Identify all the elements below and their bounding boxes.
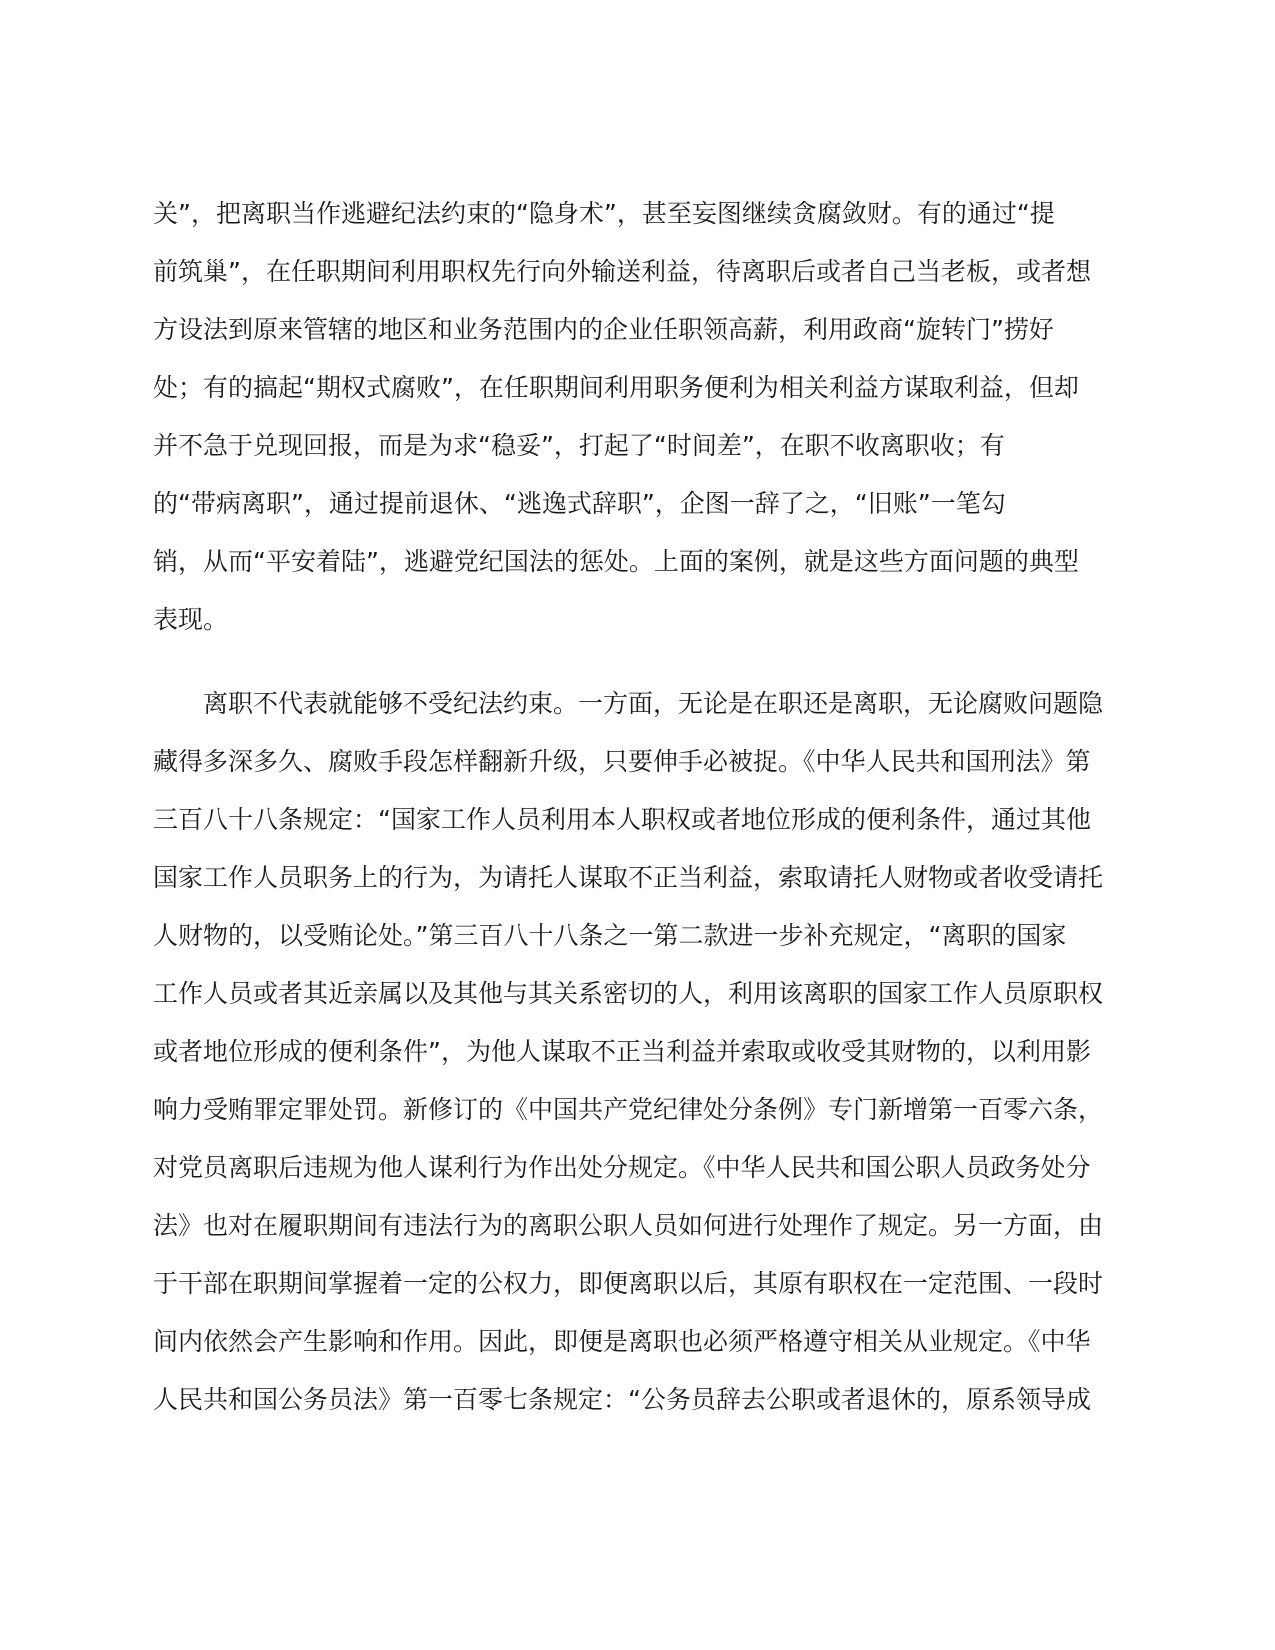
paragraph-2-line-3: 三百八十八条规定：“国家工作人员利用本人职权或者地位形成的便利条件，通过其他 — [153, 805, 1091, 834]
paragraph-2-line-6: 工作人员或者其近亲属以及其他与其关系密切的人，利用该离职的国家工作人员原职权 — [153, 979, 1104, 1008]
paragraph-2-line-7: 或者地位形成的便利条件”，为他人谋取不正当利益并索取或收受其财物的，以利用影 — [153, 1037, 1091, 1066]
paragraph-2-line-12: 间内依然会产生影响和作用。因此，即便是离职也必须严格遵守相关从业规定。《中华 — [153, 1327, 1091, 1356]
paragraph-2-line-4: 国家工作人员职务上的行为，为请托人谋取不正当利益，索取请托人财物或者收受请托 — [153, 863, 1104, 892]
paragraph-1-line-2: 前筑巢”，在任职期间利用职权先行向外输送利益，待离职后或者自己当老板，或者想 — [153, 257, 1091, 286]
paragraph-2 — [153, 675, 1113, 1429]
paragraph-1-line-6: 的“带病离职”，通过提前退休、“逃逸式辞职”，企图一辞了之，“旧账”一笔勾 — [153, 489, 1006, 518]
paragraph-1-line-7: 销，从而“平安着陆”，逃避党纪国法的惩处。上面的案例，就是这些方面问题的典型 — [153, 547, 1079, 576]
paragraph-2-line-13: 人民共和国公务员法》第一百零七条规定：“公务员辞去公职或者退休的，原系领导成 — [153, 1385, 1091, 1414]
paragraph-2-line-1: 离职不代表就能够不受纪法约束。一方面，无论是在职还是离职，无论腐败问题隐 — [153, 689, 1104, 718]
paragraph-2-line-2: 藏得多深多久、腐败手段怎样翻新升级，只要伸手必被捉。《中华人民共和国刑法》第 — [153, 747, 1091, 776]
paragraph-1-line-3: 方设法到原来管辖的地区和业务范围内的企业任职领高薪，利用政商“旋转门”捞好 — [153, 315, 1054, 344]
paragraph-2-line-10: 法》也对在履职期间有违法行为的离职公职人员如何进行处理作了规定。另一方面，由 — [153, 1211, 1104, 1240]
paragraph-1-line-8: 表现。 — [153, 605, 229, 634]
paragraph-2-line-8: 响力受贿罪定罪处罚。新修订的《中国共产党纪律处分条例》专门新增第一百零六条， — [153, 1095, 1104, 1124]
paragraph-1 — [153, 185, 1113, 649]
paragraph-2-line-11: 于干部在职期间掌握着一定的公权力，即便离职以后，其原有职权在一定范围、一段时 — [153, 1269, 1104, 1298]
paragraph-2-line-9: 对党员离职后违规为他人谋利行为作出处分规定。《中华人民共和国公职人员政务处分 — [153, 1153, 1091, 1182]
paragraph-1-line-4: 处；有的搞起“期权式腐败”，在任职期间利用职务便利为相关利益方谋取利益，但却 — [153, 373, 1079, 402]
paragraph-2-line-5: 人财物的，以受贿论处。”第三百八十八条之一第二款进一步补充规定，“离职的国家 — [153, 921, 1067, 950]
paragraph-1-line-5: 并不急于兑现回报，而是为求“稳妥”，打起了“时间差”，在职不收离职收；有 — [153, 431, 1005, 460]
paragraph-1-line-1: 关”，把离职当作逃避纪法约束的“隐身术”，甚至妄图继续贪腐敛财。有的通过“提 — [153, 199, 1055, 228]
